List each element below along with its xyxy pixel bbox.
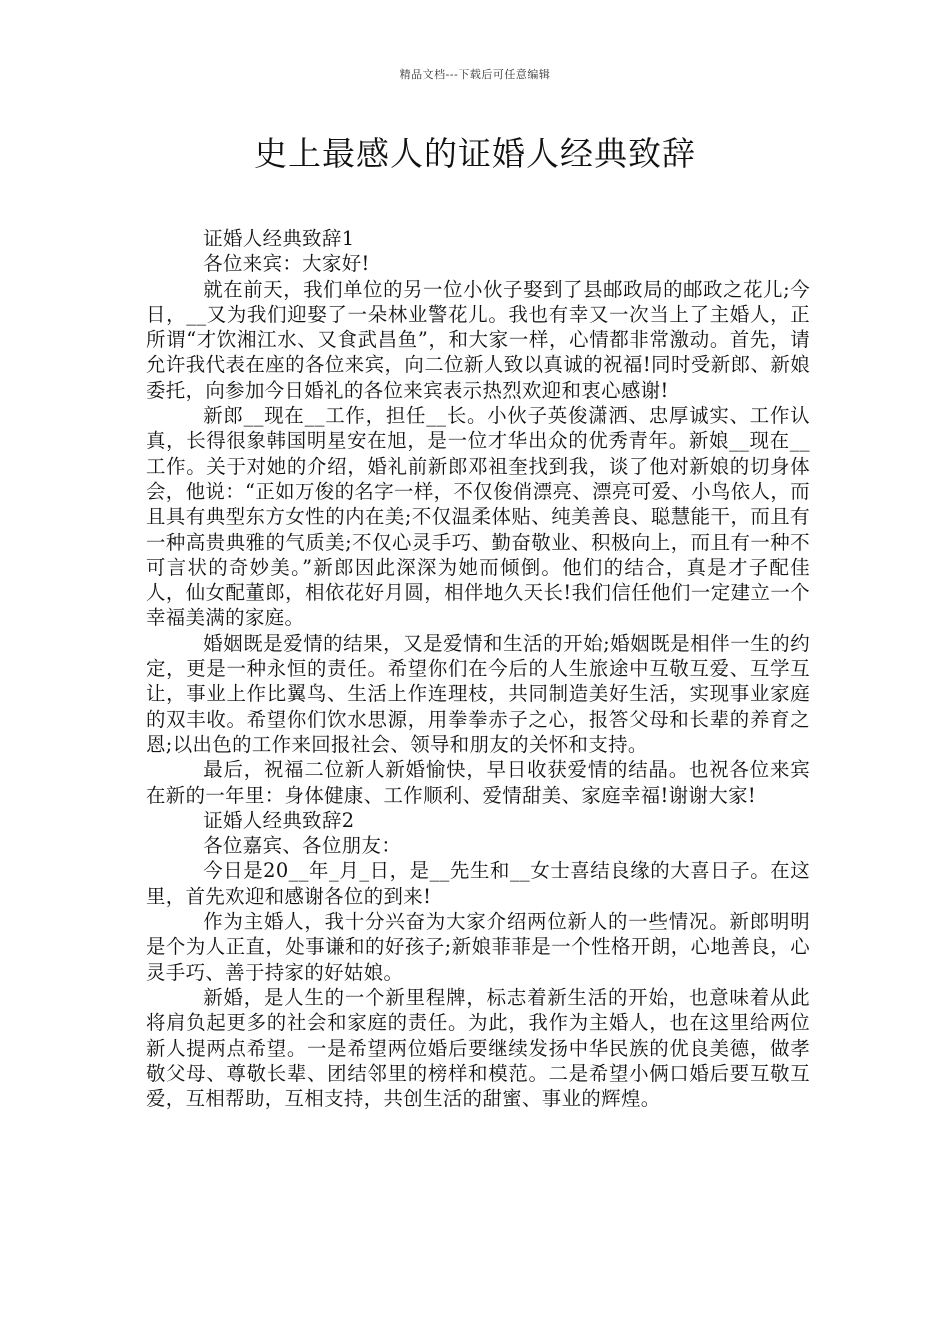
document-body	[146, 226, 810, 1111]
page-header: 精品文档---下载后可任意编辑	[399, 68, 551, 81]
body-paragraph: 新婚，是人生的一个新里程牌，标志着新生活的开始，也意味着从此将肩负起更多的社会和家庭的责任。为此，我作为主婚人，也在这里给两位新人提两点希望。一是希望两位婚后要继续发扬中华民族的优良美德，做孝敬父母、尊敬长辈、团结邻里的榜样和模范。二是希望小俩口婚后要互敬互爱，互相帮助，互相支持，共创生活的甜蜜、事业的辉煌。	[146, 985, 810, 1111]
document-title: 史上最感人的证婚人经典致辞	[254, 134, 696, 173]
section-heading-2: 证婚人经典致辞2	[203, 808, 355, 832]
salutation-2: 各位嘉宾、各位朋友：	[203, 834, 402, 858]
body-paragraph: 作为主婚人，我十分兴奋为大家介绍两位新人的一些情况。新郎明明是个为人正直，处事谦和的好孩子;新娘菲菲是一个性格开朗，心地善良，心灵手巧、善于持家的好姑娘。	[146, 910, 810, 984]
salutation-1: 各位来宾：大家好!	[203, 252, 370, 276]
section-heading-1: 证婚人经典致辞1	[203, 227, 355, 250]
body-paragraph: 新郎__现在__工作，担任__长。小伙子英俊潇洒、忠厚诚实、工作认真，长得很象韩国明星安在旭，是一位才华出众的优秀青年。新娘__现在__工作。关于对她的介绍，婚礼前新郎邓祖奎找到我，谈了他对新娘的切身体会，他说：“正如万俊的名字一样，不仅俊俏漂亮、漂亮可爱、小鸟依人，而且具有典型东方女性的内在美;不仅温柔体贴、纯美善良、聪慧能干，而且有一种高贵典雅的气质美;不仅心灵手巧、勤奋敬业、积极向上，而且有一种不可言状的奇妙美。”新郎因此深深为她而倾倒。他们的结合，真是才子配佳人，仙女配董郎，相依花好月圆，相伴地久天长!我们信任他们一定建立一个幸福美满的家庭。	[146, 404, 810, 630]
body-paragraph: 今日是20__年_月_日，是__先生和__女士喜结良缘的大喜日子。在这里，首先欢迎和感谢各位的到来!	[146, 859, 810, 908]
body-paragraph: 婚姻既是爱情的结果，又是爱情和生活的开始;婚姻既是相伴一生的约定，更是一种永恒的责任。希望你们在今后的人生旅途中互敬互爱、互学互让，事业上作比翼鸟、生活上作连理枝，共同制造美好生活，实现事业家庭的双丰收。希望你们饮水思源，用拳拳赤子之心，报答父母和长辈的养育之恩;以出色的工作来回报社会、领导和朋友的关怀和支持。	[146, 631, 810, 756]
body-paragraph: 最后，祝福二位新人新婚愉快，早日收获爱情的结晶。也祝各位来宾在新的一年里：身体健康、工作顺利、爱情甜美、家庭幸福!谢谢大家!	[146, 758, 810, 807]
body-paragraph: 就在前天，我们单位的另一位小伙子娶到了县邮政局的邮政之花儿;今日，__又为我们迎娶了一朵林业警花儿。我也有幸又一次当上了主婚人，正所谓“才饮湘江水、又食武昌鱼”，和大家一样，心情都非常激动。首先，请允许我代表在座的各位来宾，向二位新人致以真诚的祝福!同时受新郎、新娘委托，向参加今日婚礼的各位来宾表示热烈欢迎和衷心感谢!	[146, 277, 810, 402]
